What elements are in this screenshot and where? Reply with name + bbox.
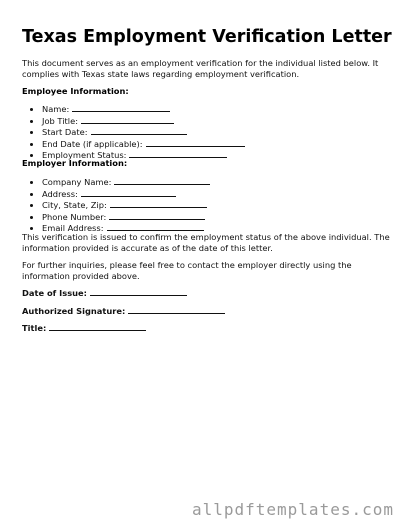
employee-start-date-field — [42, 126, 245, 138]
date-of-issue-label: Date of Issue: — [22, 288, 87, 298]
employee-field-list — [22, 103, 245, 161]
employer-section-heading: Employer Information: — [22, 158, 128, 168]
inquiries-paragraph: For further inquiries, please feel free to contact the employer directly using the information provided above. — [22, 260, 352, 281]
field-label: Address: — [42, 188, 78, 199]
employer-phone-field — [42, 211, 210, 223]
confirmation-paragraph: This verification is issued to confirm the employment status of the above individual. The information provided is accurate as of the date of this letter. — [22, 232, 390, 253]
employee-end-date-field — [42, 138, 245, 150]
fill-line[interactable] — [81, 188, 176, 197]
date-of-issue-field — [22, 287, 187, 299]
fill-line[interactable] — [107, 222, 204, 231]
employee-section-heading: Employee Information: — [22, 86, 129, 96]
fill-line[interactable] — [72, 103, 170, 112]
field-label: Job Title: — [42, 115, 79, 126]
document-title: Texas Employment Verification Letter — [22, 27, 392, 47]
employer-city-state-zip-field — [42, 199, 210, 211]
employer-field-list — [22, 176, 210, 234]
field-label: Email Address: — [42, 223, 104, 233]
employer-company-name-field — [42, 176, 210, 188]
title-label: Title: — [22, 323, 47, 333]
field-label: End Date (if applicable): — [42, 138, 143, 149]
fill-line[interactable] — [91, 126, 187, 135]
authorized-signature-field — [22, 305, 225, 317]
field-label: Employment Status: — [42, 150, 127, 160]
fill-line[interactable] — [114, 176, 210, 185]
title-line[interactable] — [49, 322, 146, 331]
title-field — [22, 322, 146, 334]
fill-line[interactable] — [81, 115, 174, 124]
field-label: Name: — [42, 104, 70, 114]
field-label: City, State, Zip: — [42, 200, 107, 210]
date-of-issue-line[interactable] — [90, 287, 187, 296]
employer-address-field — [42, 188, 210, 200]
fill-line[interactable] — [109, 211, 205, 220]
intro-paragraph: This document serves as an employment verification for the individual listed below. It complies with Texas state laws regarding employment verification. — [22, 58, 379, 79]
watermark-logo: allpdftemplates.com — [191, 500, 394, 519]
fill-line[interactable] — [110, 199, 207, 208]
employee-job-title-field — [42, 115, 245, 127]
fill-line[interactable] — [129, 149, 227, 158]
field-label: Phone Number: — [42, 211, 107, 222]
authorized-signature-line[interactable] — [128, 305, 225, 314]
field-label: Company Name: — [42, 177, 112, 187]
fill-line[interactable] — [146, 138, 245, 147]
field-label: Start Date: — [42, 127, 88, 137]
authorized-signature-label: Authorized Signature: — [22, 306, 126, 316]
employee-name-field — [42, 103, 245, 115]
